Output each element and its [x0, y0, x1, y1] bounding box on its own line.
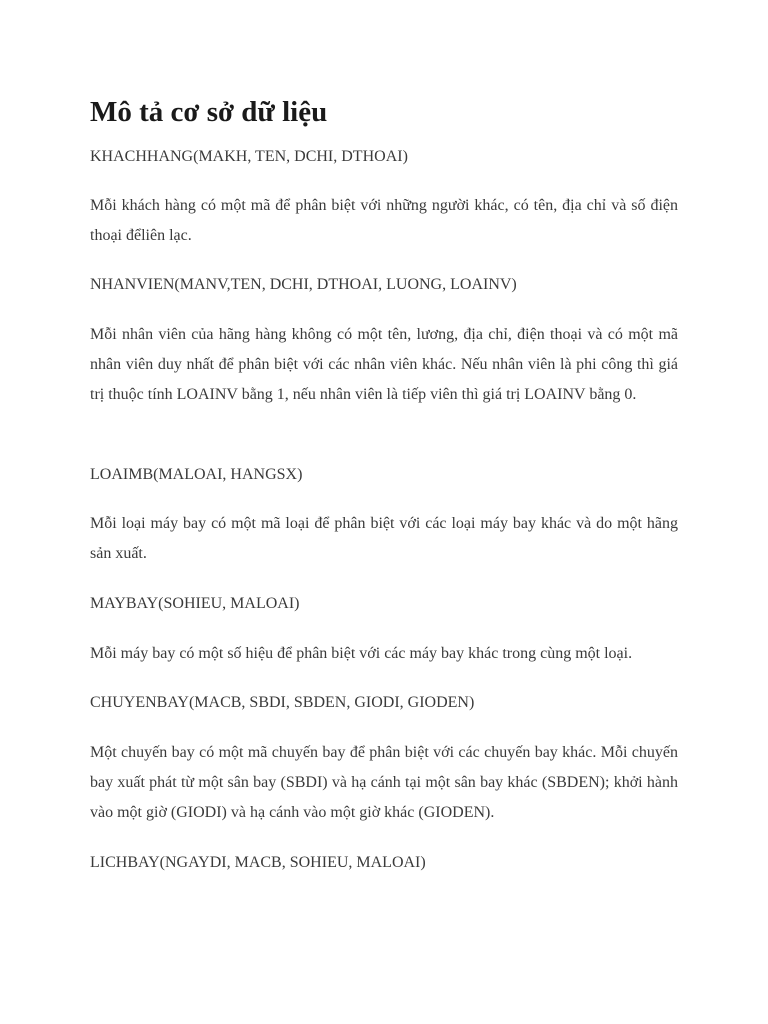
schema-loaimb: LOAIMB(MALOAI, HANGSX)	[90, 466, 303, 483]
schema-chuyenbay: CHUYENBAY(MACB, SBDI, SBDEN, GIODI, GIODEN)	[90, 694, 475, 711]
document-title: Mô tả cơ sở dữ liệu	[90, 96, 328, 128]
schema-maybay: MAYBAY(SOHIEU, MALOAI)	[90, 595, 300, 612]
schema-nhanvien: NHANVIEN(MANV,TEN, DCHI, DTHOAI, LUONG, LOAINV)	[90, 276, 517, 293]
description-khachhang: Mỗi khách hàng có một mã để phân biệt với những người khác, có tên, địa chỉ và số điện thoại đểliên lạc.	[90, 197, 678, 244]
description-loaimb: Mỗi loại máy bay có một mã loại để phân biệt với các loại máy bay khác và do một hãng sản xuất.	[90, 515, 678, 562]
schema-khachhang: KHACHHANG(MAKH, TEN, DCHI, DTHOAI)	[90, 148, 408, 165]
description-nhanvien: Mỗi nhân viên của hãng hàng không có một tên, lương, địa chỉ, điện thoại và có một mã nhân viên duy nhất để phân biệt với các nhân viên khác. Nếu nhân viên là phi công thì giá trị thuộc tính LOAINV bằng 1, nếu nhân viên là tiếp viên thì giá trị LOAINV bằng 0.	[90, 326, 678, 403]
schema-lichbay: LICHBAY(NGAYDI, MACB, SOHIEU, MALOAI)	[90, 854, 426, 871]
description-maybay: Mỗi máy bay có một số hiệu để phân biệt với các máy bay khác trong cùng một loại.	[90, 645, 633, 662]
description-chuyenbay: Một chuyến bay có một mã chuyến bay để phân biệt với các chuyến bay khác. Mỗi chuyến bay xuất phát từ một sân bay (SBDI) và hạ cánh tại một sân bay khác (SBDEN); khởi hành vào một giờ (GIODI) và hạ cánh vào một giờ khác (GIODEN).	[90, 744, 678, 821]
